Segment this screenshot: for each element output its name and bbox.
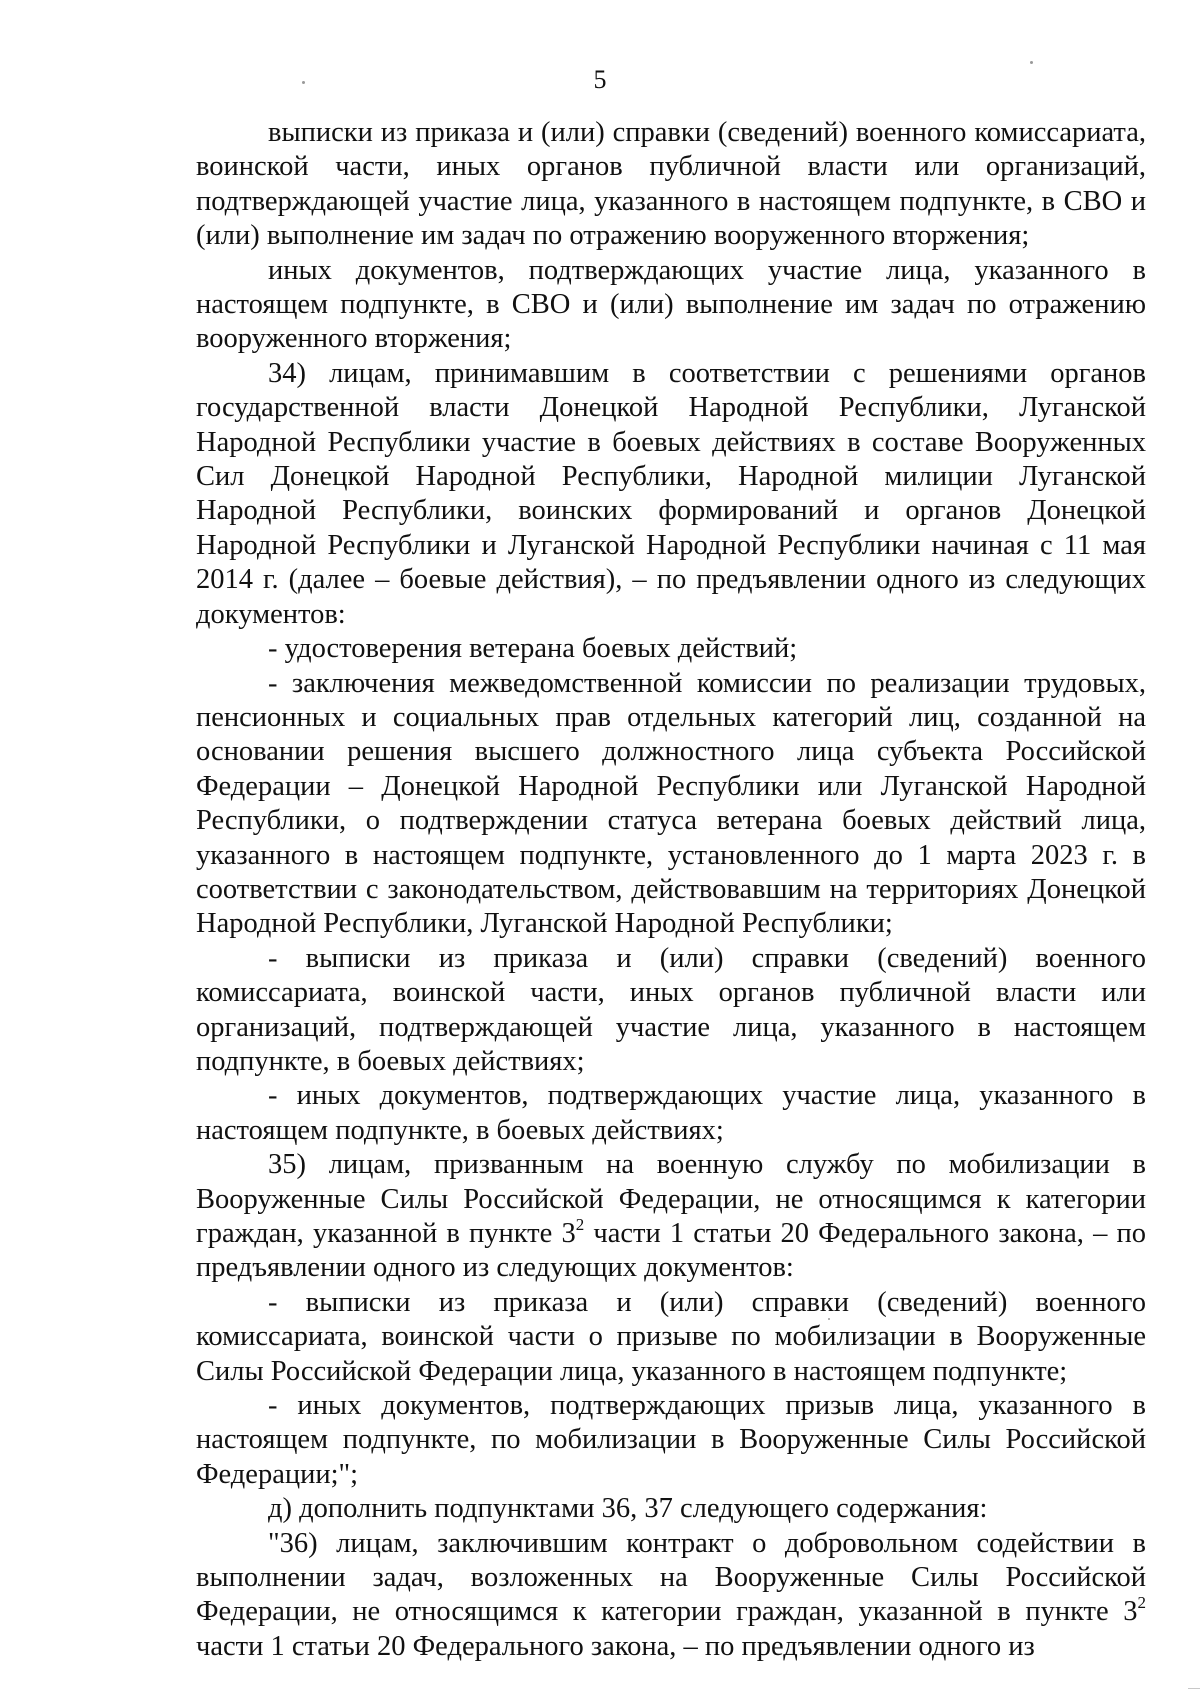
- scan-speck: [1030, 61, 1033, 64]
- paragraph: - иных документов, подтверждающих призыв лица, указанного в настоящем подпункте, по мобилизации в Вооруженные Силы Российской Федерации;";: [196, 1390, 1146, 1490]
- paragraph-text: части 1 статьи 20 Федерального закона, – по предъявлении одного из следующих документов:: [196, 1218, 1146, 1284]
- paragraph-text: "36) лицам, заключившим контракт о добровольном содействии в выполнении задач, возложенных на Вооруженные Силы Российской Федерации, не относящимся к категории граждан, указанной в пункте 3: [196, 1527, 1146, 1628]
- page-number: 5: [593, 65, 607, 94]
- paragraph-text: 35) лицам, призванным на военную службу по мобилизации в Вооруженные Силы Российской Федерации, не относящимся к категории граждан, указанной в пункте 3: [196, 1149, 1146, 1249]
- paragraph-35: [196, 1148, 1146, 1286]
- paragraph: д) дополнить подпунктами 36, 37 следующего содержания:: [268, 1493, 988, 1525]
- paragraph: - иных документов, подтверждающих участие лица, указанного в настоящем подпункте, в боевых действиях;: [196, 1080, 1146, 1146]
- paragraph: - выписки из приказа и (или) справки (сведений) военного комиссариата, воинской части, иных органов публичной власти или организаций, подтверждающей участие лица, указанного в настоящем подпункте, в боевых действиях;: [196, 942, 1146, 1077]
- paragraph: выписки из приказа и (или) справки (сведений) военного комиссариата, воинской части, иных органов публичной власти или организаций, подтверждающей участие лица, указанного в настоящем подпункте, в СВО и (или) выполнение им задач по отражению вооруженного вторжения;: [196, 117, 1146, 252]
- scan-edge-mark: [1188, 1688, 1200, 1689]
- paragraph: - удостоверения ветерана боевых действий;: [268, 633, 798, 665]
- paragraph: 34) лицам, принимавшим в соответствии с решениями органов государственной власти Донецкой Народной Республики, Луганской Народной Республики участие в боевых действиях в составе Вооруженных Сил Донецкой Народной Республики, Народной милиции Луганской Народной Республики, воинских формирований и органов Донецкой Народной Республики и Луганской Народной Республики начиная с 11 мая 2014 г. (далее – боевые действия), – по предъявлении одного из следующих документов:: [196, 357, 1146, 630]
- document-body: [196, 116, 1146, 1664]
- paragraph: - заключения межведомственной комиссии по реализации трудовых, пенсионных и социальных прав отдельных категорий лиц, созданной на основании решения высшего должностного лица субъекта Российской Федерации – Донецкой Народной Республики или Луганской Народной Республики, о подтверждении статуса ветерана боевых действий лица, указанного в настоящем подпункте, установленного до 1 марта 2023 г. в соответствии с законодательством, действовавшим на территориях Донецкой Народной Республики, Луганской Народной Республики;: [196, 667, 1146, 940]
- superscript: 2: [1137, 1593, 1146, 1613]
- paragraph: - выписки из приказа и (или) справки (сведений) военного комиссариата, воинской части о призыве по мобилизации в Вооруженные Силы Российской Федерации лица, указанного в настоящем подпункте;: [196, 1286, 1146, 1387]
- paragraph: иных документов, подтверждающих участие лица, указанного в настоящем подпункте, в СВО и (или) выполнение им задач по отражению вооруженного вторжения;: [196, 254, 1146, 355]
- paragraph-text: части 1 статьи 20 Федерального закона, – по предъявлении одного из: [196, 1630, 1035, 1662]
- paragraph-36: [196, 1527, 1146, 1665]
- superscript: 2: [575, 1215, 585, 1234]
- scan-speck: [302, 81, 305, 84]
